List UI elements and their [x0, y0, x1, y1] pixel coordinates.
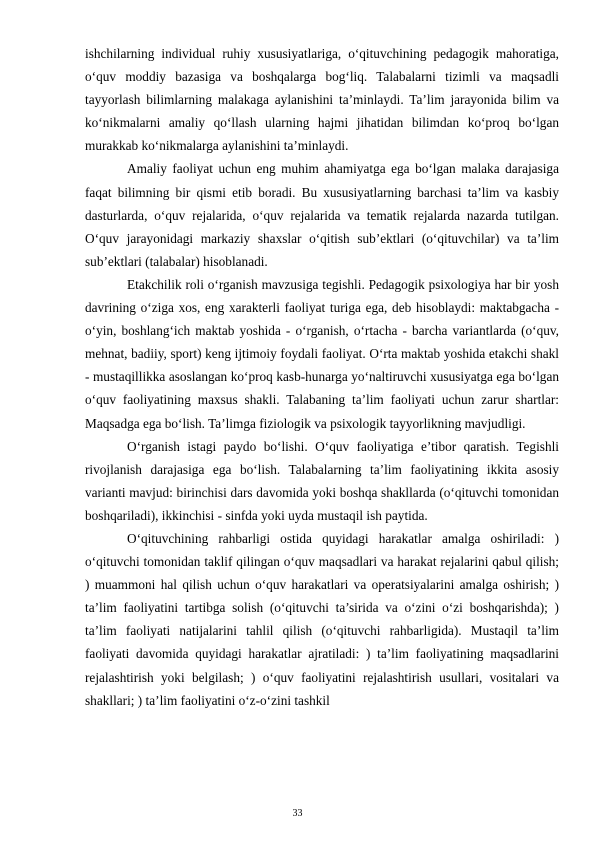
paragraph-skill-level: Amaliy faoliyat uchun eng muhim ahamiyatga ega bo‘lgan malaka darajasiga faqat bilimning bir qismi etib boradi. Bu xususiyatlarning barchasi ta’lim va kasbiy dasturlarda, o‘quv rejalarida, o‘quv rejalarida va tematik rejalarda nazarda tutilgan. O‘quv jarayonidagi markaziy shaxslar o‘qitish sub’ektlari (o‘qituvchilar) va ta’lim sub’ektlari (talabalar) hisoblanadi. [85, 161, 559, 269]
paragraph-leading-activity: Etakchilik roli o‘rganish mavzusiga tegishli. Pedagogik psixologiya har bir yosh davrining o‘ziga xos, eng xarakterli faoliyat turiga ega, deb hisoblaydi: maktabgacha - o‘yin, boshlang‘ich maktab yoshida - o‘rganish, o‘rtacha - barcha variantlarda (o‘quv, mehnat, badiiy, sport) keng ijtimoiy foydali faoliyat. O‘rta maktab yoshida etakchi shakl - mustaqillikka asoslangan ko‘proq kasb-hunarga yo‘naltiruvchi xususiyatga ega bo‘lgan o‘quv faoliyatining maxsus shakli. Talabaning ta’lim faoliyati uchun zarur shartlar: Maqsadga ega bo‘lish. Ta’limga fiziologik va psixologik tayyorlikning mavjudligi. [85, 276, 559, 431]
paragraph-continuation: ishchilarning individual ruhiy xususiyatlariga, o‘qituvchining pedagogik mahoratiga, o‘quv moddiy bazasiga va boshqalarga bog‘liq. Talabalarni tizimli va maqsadli tayyorlash bilimlarning malakaga aylanishini ta’minlaydi. Ta’lim jarayonida bilim va ko‘nikmalarni amaliy qo‘llash ularning hajmi jihatidan bilimdan ko‘proq bo‘lgan murakkab ko‘nikmalarga aylanishini ta’minlaydi. [85, 46, 559, 154]
paragraph-teacher-guidance: O‘qituvchining rahbarligi ostida quyidagi harakatlar amalga oshiriladi: ) o‘qituvchi tomonidan taklif qilingan o‘quv maqsadlari va harakat rejalarini qabul qilish; ) muammoni hal qilish uchun o‘quv harakatlari va operatsiyalarini amalga oshirish; ) ta’lim faoliyatini tartibga solish (o‘qituvchi ta’sirida va o‘zini o‘zi boshqarishda); ) ta’lim faoliyati natijalarini tahlil qilish (o‘qituvchi rahbarligida). Mustaqil ta’lim faoliyati davomida quyidagi harakatlar ajratiladi: ) ta’lim faoliyatining maqsadlarini rejalashtirish yoki belgilash; ) o‘quv faoliyatini rejalashtirish usullari, vositalari va shakllari; ) ta’lim faoliyatini o‘z-o‘zini tashkil [85, 530, 559, 708]
page-number: 33 [292, 808, 303, 819]
page-body [85, 42, 559, 712]
paragraph-learning-desire: O‘rganish istagi paydo bo‘lishi. O‘quv faoliyatiga e’tibor qaratish. Tegishli rivojlanish darajasiga ega bo‘lish. Talabalarning ta’lim faoliyatining ikkita asosiy varianti mavjud: birinchisi dars davomida yoki boshqa shakllarda (o‘qituvchi tomonidan boshqariladi), ikkinchisi - sinfda yoki uyda mustaqil ish paytida. [85, 438, 559, 523]
